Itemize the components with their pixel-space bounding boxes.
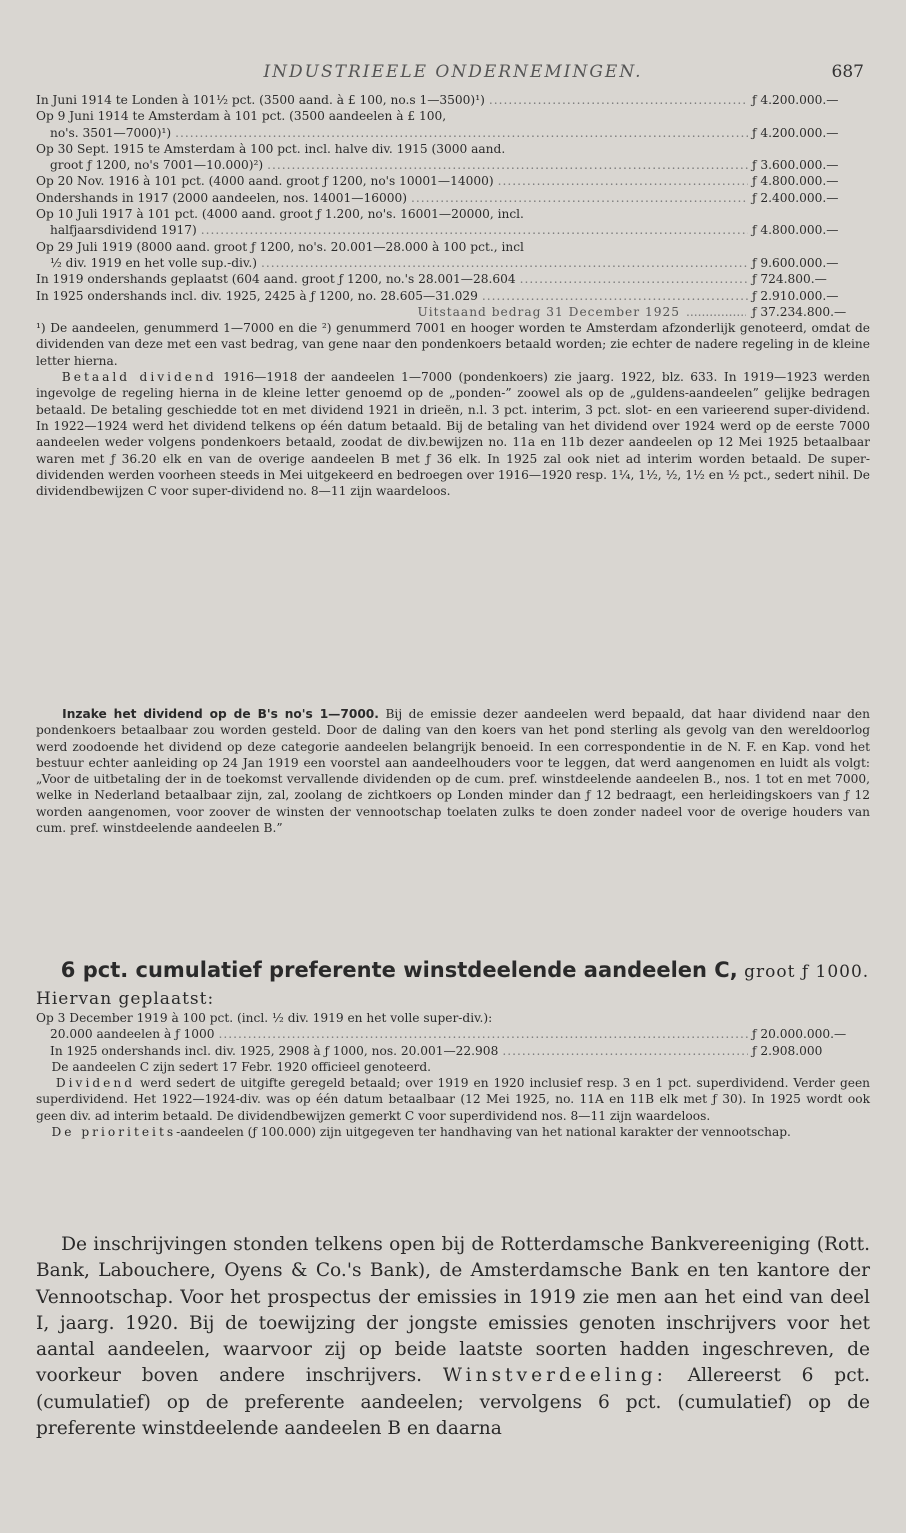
inzake-section bbox=[36, 706, 870, 836]
issue-line: ½ div. 1919 en het volle sup.-div.) ..... ƒ 9.600.000.— bbox=[36, 255, 870, 271]
running-title: INDUSTRIEELE ONDERNEMINGEN. bbox=[263, 62, 643, 82]
c-dividend-paragraph: Dividend werd sedert de uitgifte geregeld betaald; over 1919 en 1920 inclusief resp. 3 en 1 pct. superdividend. Verder geen superdividend. Het 1922—1924-div. was op één datum betaalbaar (12 Mei 1925, no. 11A en 11B elk met ƒ 30). In 1925 wordt ook geen div. ad interim betaald. De dividendbewijzen gemerkt C voor superdividend nos. 8—11 zijn waardeloos. bbox=[36, 1076, 871, 1123]
closing-paragraph: De inschrijvingen stonden telkens open bij de Rotterdamsche Bankvereeniging (Rott. Bank, Labouchere, Oyens & Co.'s Bank), de Amsterdamsche Bank en ten kantore der Vennootschap. Voor het prospectus der emissies in 1919 zie men aan het eind van deel I, jaarg. 1920. Bij de toewijzing der jongste emissies genoten inschrijvers voor het aantal aandeelen, waarvoor zij op beide laatste soorten hadden ingeschreven, de voorkeur boven andere inschrijvers. Winstverdeeling: Allereerst 6 pct. (cumulatief) op de preferente aandeelen; vervolgens 6 pct. (cumulatief) op de preferente winstdeelende aandeelen B en daarna bbox=[36, 1234, 870, 1440]
c-priority-paragraph: De prioriteits-aandeelen (ƒ 100.000) zijn uitgegeven ter handhaving van het national karakter der vennootschap. bbox=[51, 1125, 791, 1140]
issue-line: Op 30 Sept. 1915 te Amsterdam à 100 pct. incl. halve div. 1915 (3000 aand. bbox=[36, 141, 506, 156]
issue-line: In 1919 ondershands geplaatst (604 aand. groot ƒ 1200, no.'s 28.001—28.604 ..... ƒ 724.800.— bbox=[36, 271, 870, 287]
closing-section bbox=[36, 1232, 870, 1442]
section-heading-c: 6 pct. cumulatief preferente winstdeelende aandeelen C, groot ƒ 1000. Hiervan geplaatst: bbox=[36, 958, 870, 1009]
issue-line: 20.000 aandeelen à ƒ 1000 ..... ƒ 20.000.000.— bbox=[36, 1026, 870, 1042]
inzake-paragraph: Inzake het dividend op de B's no's 1—7000. Bij de emissie dezer aandeelen werd bepaald, dat haar dividend naar den pondenkoers betaalbaar zou worden gesteld. Door de daling van den koers van het pond sterling als gevolg van den wereldoorlog werd zoodoende het dividend op deze categorie aandeelen belangrijk benoeid. In een correspondentie in de N. F. en Kap. vond het bestuur echter aanleiding op 24 Jan 1919 een voorstel aan aandeelhouders voor te leggen, dat werd aangenomen en luidt als volgt: „Voor de uitbetaling der in de toekomst vervallende dividenden op de cum. pref. winstdeelende aandeelen B., nos. 1 tot en met 7000, welke in Nederland betaalbaar zijn, zal, zoolang de zichtkoers op Londen minder dan ƒ 12 bedraagt, een herleidingskoers van ƒ 12 worden aangenomen, voor zoover de winsten der vennootschap toelaten zulks te doen zonder nadeel voor de overige houders van cum. pref. winstdeelende aandeelen B.” bbox=[36, 707, 870, 836]
footnote: ¹) De aandeelen, genummerd 1—7000 en die ²) genummerd 7001 en hooger worden te Amsterdam afzonderlijk genoteerd, omdat de dividenden van deze met een vast bedrag, van gene naar den pondenkoers betaald worden; zie echter de nadere regeling in de kleine letter hierna. bbox=[36, 321, 870, 368]
issue-line: halfjaarsdividend 1917) ..... ƒ 4.800.000.— bbox=[36, 222, 870, 238]
dividend-paragraph: Betaald dividend 1916—1918 der aandeelen 1—7000 (pondenkoers) zie jaarg. 1922, blz. 633. In 1919—1923 werden ingevolge de regeling hierna in de kleine letter genoemd op de „ponden-” zoowel als op de „guldens-aandeelen” gelijke bedragen betaald. De betaling geschiedde tot en met dividend 1921 in drieën, n.l. 3 pct. interim, 3 pct. slot- en een varieerend super-dividend. In 1922—1924 werd het dividend telkens op één datum betaald. Bij de betaling van het dividend over 1924 werd op de eerste 7000 aandeelen weder volgens pondenkoers betaald, zoodat de div.bewijzen no. 11a en 11b dezer aandeelen op 12 Mei 1925 betaalbaar waren met ƒ 36.20 elk en van de overige aandeelen B met ƒ 36 elk. In 1925 zal ook niet ad interim worden betaald. De super-dividenden werden voorheen steeds in Mei uitgekeerd en bedroegen over 1916—1920 resp. 1¼, 1½, ½, 1½ en ½ pct., sedert nihil. De dividendbewijzen C voor super-dividend no. 8—11 zijn waardeloos. bbox=[36, 370, 870, 499]
c-listing-note: De aandeelen C zijn sedert 17 Febr. 1920 officieel genoteerd. bbox=[51, 1059, 432, 1074]
issue-line: Op 29 Juli 1919 (8000 aand. groot ƒ 1200, no's. 20.001—28.000 à 100 pct., incl bbox=[36, 239, 524, 254]
issue-line: Op 3 December 1919 à 100 pct. (incl. ½ div. 1919 en het volle super-div.): bbox=[36, 1011, 493, 1025]
issue-line: In 1925 ondershands incl. div. 1925, 2908 à ƒ 1000, nos. 20.001—22.908 ..... ƒ 2.908.000 bbox=[36, 1043, 870, 1059]
issue-line: groot ƒ 1200, no's 7001—10.000)²) ..... ƒ 3.600.000.— bbox=[36, 157, 870, 173]
issue-line: Ondershands in 1917 (2000 aandeelen, nos. 14001—16000) ..... ƒ 2.400.000.— bbox=[36, 190, 870, 206]
issue-line: Op 10 Juli 1917 à 101 pct. (4000 aand. groot ƒ 1.200, no's. 16001—20000, incl. bbox=[36, 207, 524, 222]
c-issues-section bbox=[36, 1010, 870, 1140]
issue-line: In Juni 1914 te Londen à 101½ pct. (3500 aand. à £ 100, no.s 1—3500)¹) ..... ƒ 4.200.000.— bbox=[36, 92, 870, 108]
issue-line: no's. 3501—7000)¹) ..... ƒ 4.200.000.— bbox=[36, 125, 870, 141]
page-number: 687 bbox=[831, 62, 864, 82]
issues-section bbox=[36, 92, 870, 499]
page-header bbox=[36, 62, 870, 86]
issue-line: Op 9 Juni 1914 te Amsterdam à 101 pct. (3500 aandeelen à £ 100, bbox=[36, 109, 447, 124]
issue-line: Op 20 Nov. 1916 à 101 pct. (4000 aand. groot ƒ 1200, no's 10001—14000) ..... ƒ 4.800.000.— bbox=[36, 173, 870, 189]
issue-line: In 1925 ondershands incl. div. 1925, 2425 à ƒ 1200, no. 28.605—31.029 ..... ƒ 2.910.000.— bbox=[36, 288, 870, 304]
outstanding-total: Uitstaand bedrag 31 December 1925 ..... ƒ 37.234.800.— bbox=[36, 304, 870, 320]
